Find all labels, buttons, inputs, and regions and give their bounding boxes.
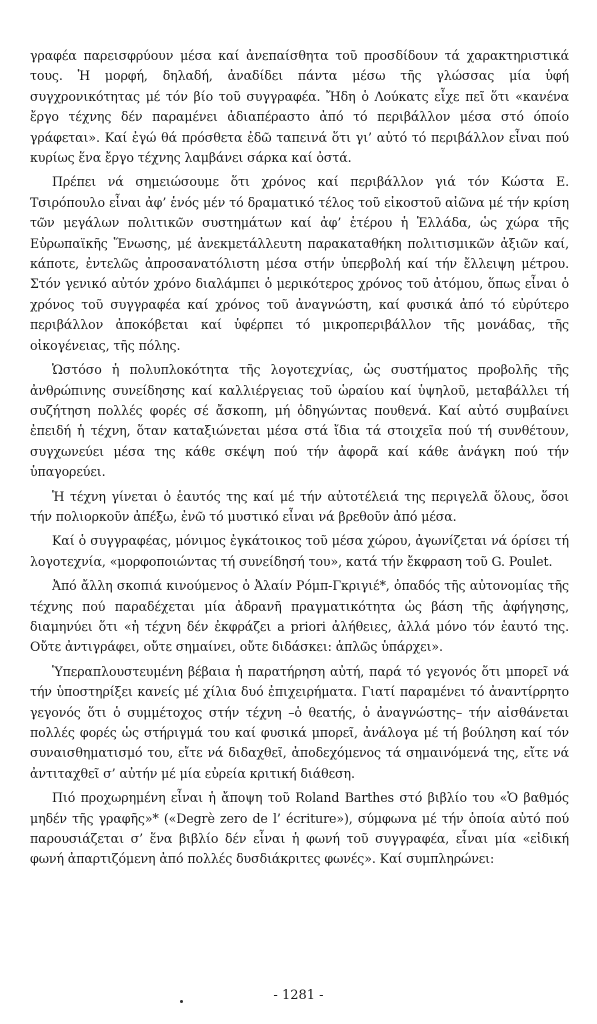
page-number: - 1281 -	[273, 988, 324, 1003]
scan-speck	[180, 1000, 183, 1003]
paragraph-barthes: Πιό προχωρημένη εἶναι ἡ ἄποψη τοῦ Roland Barthes στό βιβλίο του «Ὁ βαθμός μηδέν τῆς γραφῆς»* («Degrè zero de l’ écriture»), σύμφωνα μέ τήν ὁποία αὐτό πού παρουσιάζεται σ’ ἕνα βιβλίο δέν εἶναι ἡ φωνή τοῦ συγγραφέα, εἶναι μία «εἰδική φωνή ἀπαρτιζόμενη ἀπό πολλές δυσδιάκριτες φωνές». Καί συμπληρώνει:	[30, 790, 569, 867]
body-text	[30, 46, 569, 870]
paragraph-continuation: γραφέα παρεισφρύουν μέσα καί ἀνεπαίσθητα τοῦ προσδίδουν τά χαρακτηριστικά τους. Ἡ μορφή, δηλαδή, ἀναδίδει πάντα μέσω τῆς γλώσσας μία ὑφή συγχρονικότητας μέ τόν βίο τοῦ συγγραφέα. Ἤδη ὁ Λούκατς εἶχε πεῖ ὅτι «κανένα ἔργο τέχνης δέν παραμένει ἀδιαπέραστο ἀπό τό περιβάλλον μέσα στό όποίο γράφεται». Καί ἐγώ θά πρόσθετα ἐδῶ ταπεινά ὅτι γι’ αὐτό τό περιβάλλον εἶναι πού κυρίως ἕνα ἔργο τέχνης λαμβάνει σάρκα καί ὀστά.	[30, 48, 569, 166]
paragraph-literature-complexity: Ὡστόσο ἡ πολυπλοκότητα τῆς λογοτεχνίας, ὡς συστήματος προβολῆς τῆς ἀνθρώπινης συνείδησης καί καλλιέργειας τοῦ ὡραίου καί ὑψηλοῦ, μεταβάλλει τή συζήτηση πολλές φορές σέ ἄσκοπη, μή ὁδηγώντας πουθενά. Καί αὐτό συμβαίνει ἐπειδή ἡ τέχνη, ὅταν καταξιώνεται μέσα στά ἴδια τά στοιχεῖα πού τή συνθέτουν, συγχωνεύει μέσα της κάθε σκέψη πού τήν ἀφορᾶ καί κάθε ἀνάγκη πού τήν ὑπαγορεύει.	[30, 362, 569, 480]
paragraph-poulet: Καί ὁ συγγραφέας, μόνιμος ἐγκάτοικος τοῦ μέσα χώρου, ἀγωνίζεται νά όρίσει τή λογοτεχνία, «μορφοποιώντας τή συνείδησή του», κατά τήν ἔκφραση τοῦ G. Poulet.	[30, 533, 569, 569]
paragraph-art-self: Ἡ τέχνη γίνεται ὁ ἑαυτός της καί μέ τήν αὐτοτέλειά της περιγελᾶ ὅλους, ὅσοι τήν πολιορκοῦν ἀπέξω, ἐνῶ τό μυστικό εἶναι νά βρεθοῦν ἀπό μέσα.	[30, 488, 569, 524]
paragraph-time-environment: Πρέπει νά σημειώσουμε ὅτι χρόνος καί περιβάλλον γιά τόν Κώστα Ε. Τσιρόπουλο εἶναι ἀφ’ ἑνός μέν τό δραματικό τέλος τοῦ εἰκοστοῦ αἰῶνα μέ τήν κρίση τῶν μεγάλων πολιτικῶν συστημάτων καί ἀφ’ ἑτέρου ἡ Ἑλλάδα, ὡς χώρα τῆς Εὐρωπαϊκῆς Ἕνωσης, μέ ἀνεκμετάλλευτη παρακαταθήκη πολιτισμικῶν ἀξιῶν καί, κάποτε, ἐντελῶς ἀπροσανατόλιστη μέσα στήν ὑπερβολή καί τήν ἔλλειψη μέτρου. Στόν γενικό αὐτόν χρόνο διαλάμπει ὁ μερικότερος χρόνος τοῦ ἀτόμου, ὅπως εἶναι ὁ χρόνος τοῦ συγγραφέα καί χρόνος τοῦ ἀναγνώστη, καί φυσικά ἀπό τό εὐρύτερο περιβάλλον ἀποκόβεται καί ὑφέρπει τό μικροπεριβάλλον τῆς μονάδας, τῆς οἰκογένειας, τῆς πόλης.	[30, 174, 569, 353]
paragraph-oversimplified: Ὑπεραπλουστευμένη βέβαια ἡ παρατήρηση αὐτή, παρά τό γεγονός ὅτι μπορεῖ νά τήν ὑποστηρίξει κανείς μέ χίλια δυό ἐπιχειρήματα. Γιατί παραμένει τό ἀναντίρρητο γεγονός ὅτι ὁ συμμέτοχος στήν τέχνη –ὁ θεατής, ὁ ἀναγνώστης– τήν αἰσθάνεται πολλές φορές ὡς στήριγμά του καί φυσικά μπορεῖ, ἀνάλογα μέ τή βούληση καί τόν συναισθηματισμό του, εἴτε νά διδαχθεῖ, ἀποδεχόμενος τά σημαινόμενά της, εἴτε νά ἀντιταχθεῖ σ’ αὐτήν μέ μία εὐρεία κριτική διάθεση.	[30, 663, 569, 781]
paragraph-robbe-grillet: Ἀπό ἄλλη σκοπιά κινούμενος ὁ Ἀλαίν Ρόμπ-Γκριγιέ*, ὀπαδός τῆς αὐτονομίας τῆς τέχνης πού παραδέχεται μία ἀδρανῆ πραγματικότητα ὡς βάση τῆς ἀφήγησης, διαμηνύει ὅτι «ἡ τέχνη δέν ἐκφράζει a priori ἀλήθειες, ἀλλά μόνο τόν ἑαυτό της. Οὔτε ἀντιγράφει, οὔτε σημαίνει, οὔτε διδάσκει: ἁπλῶς ὑπάρχει».	[30, 578, 569, 655]
